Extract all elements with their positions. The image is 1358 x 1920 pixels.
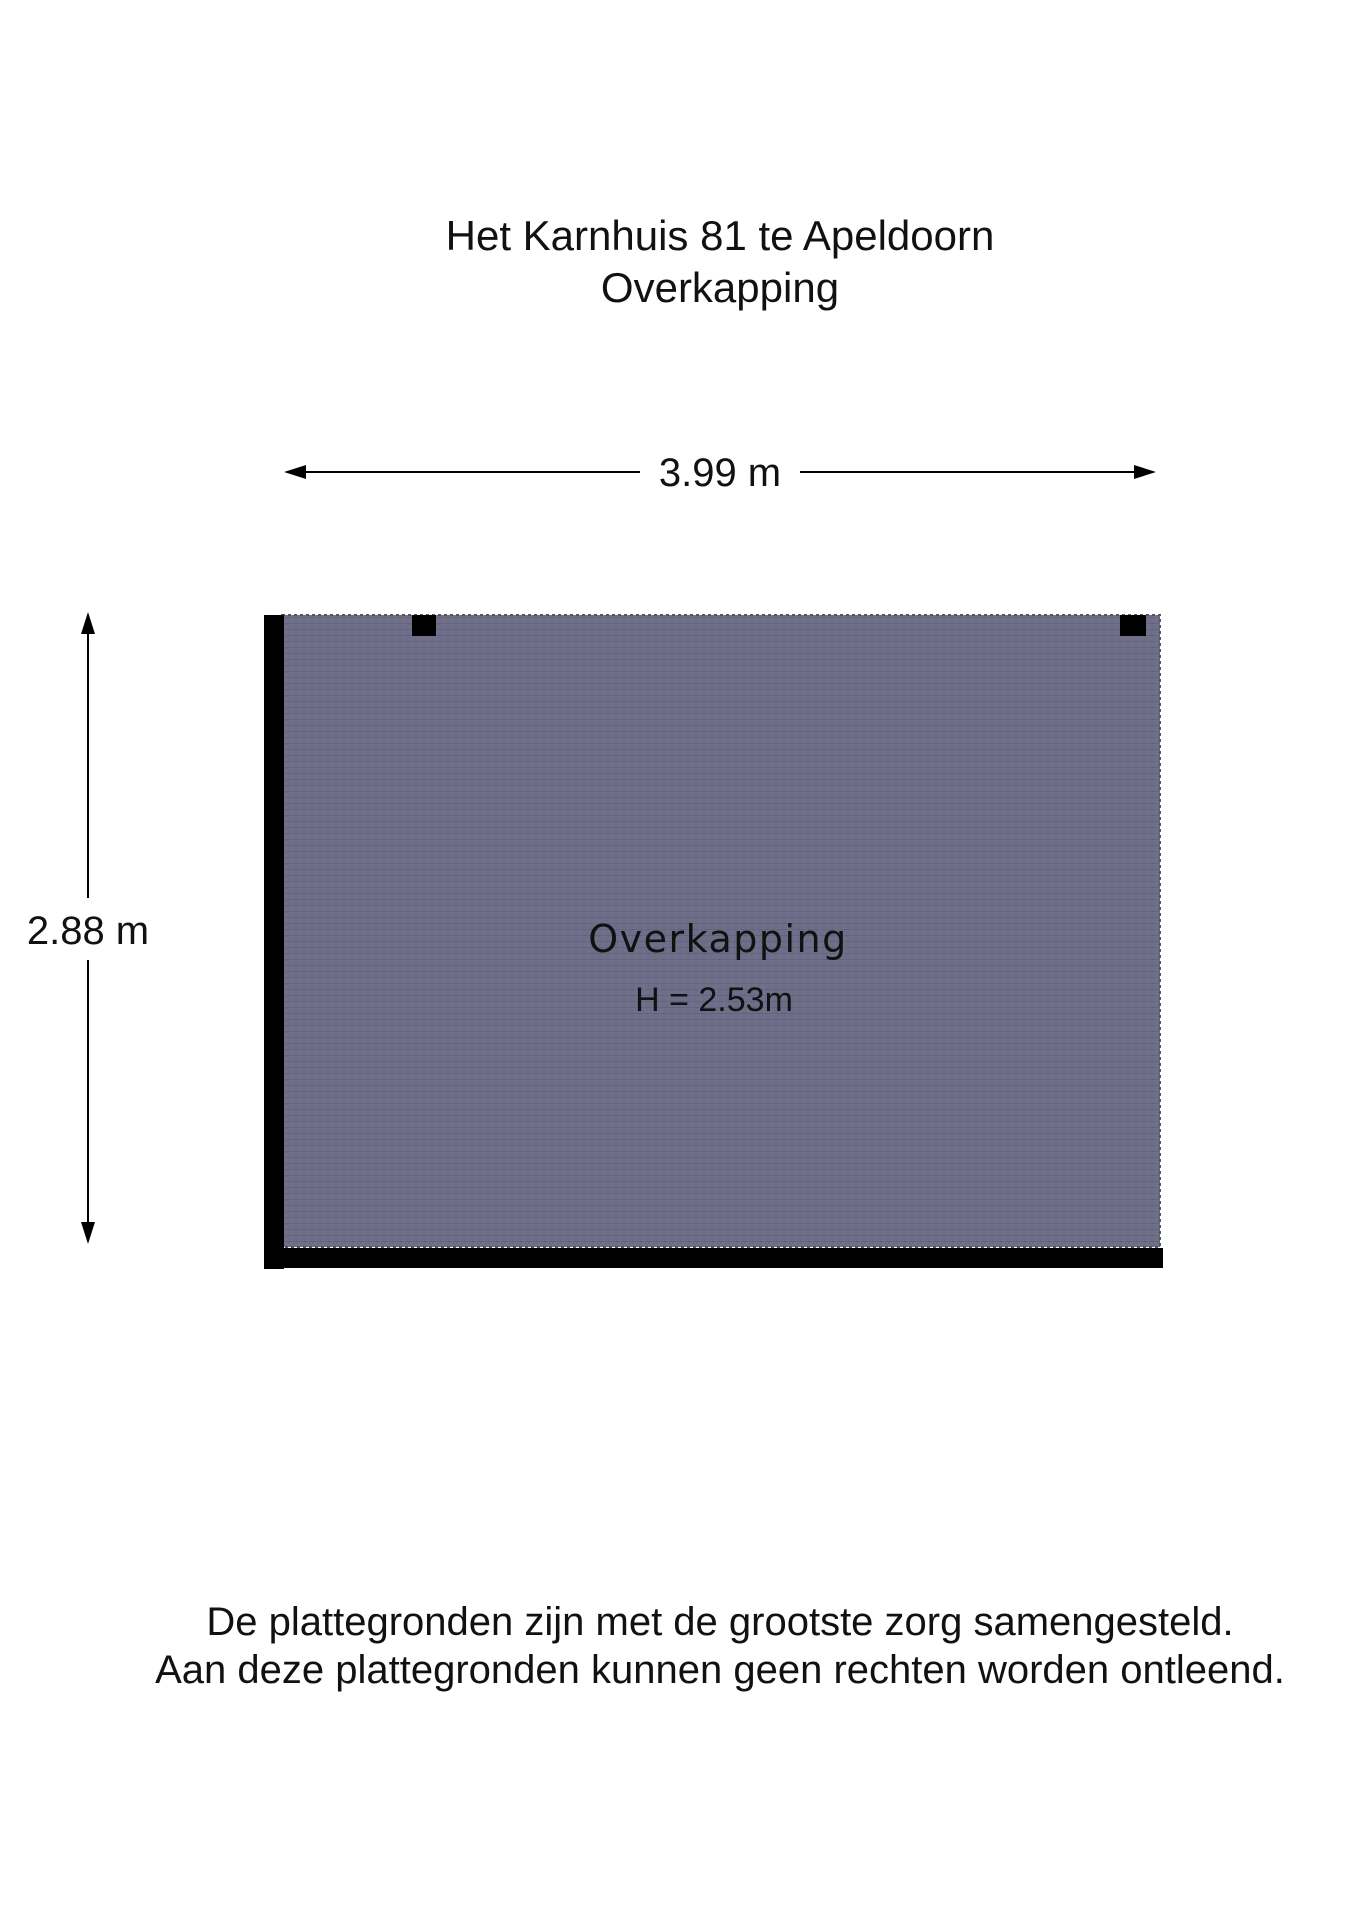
arrowhead-left-icon xyxy=(284,465,306,479)
support-post-right xyxy=(1120,615,1146,636)
arrowhead-right-icon xyxy=(1134,465,1156,479)
width-dimension xyxy=(284,451,1156,495)
room-height: H = 2.53m xyxy=(635,981,793,1019)
width-dimension-label: 3.99 m xyxy=(658,451,782,495)
property-title: Het Karnhuis 81 te Apeldoorn xyxy=(445,212,995,259)
arrowhead-up-icon xyxy=(81,612,95,634)
room-overkapping xyxy=(264,615,1163,1269)
disclaimer-line-1: De plattegronden zijn met de grootste zorg samengesteld. xyxy=(206,1600,1234,1644)
room-name: Overkapping xyxy=(588,917,848,961)
floor-subtitle: Overkapping xyxy=(600,264,840,311)
wall-left xyxy=(264,615,284,1269)
disclaimer xyxy=(0,1598,1358,1694)
depth-dimension xyxy=(27,612,149,1244)
disclaimer-line-2: Aan deze plattegronden kunnen geen rechten worden ontleend. xyxy=(155,1648,1285,1692)
depth-dimension-label: 2.88 m xyxy=(26,909,150,953)
wall-bottom xyxy=(264,1248,1163,1268)
support-post-left xyxy=(412,615,436,636)
arrowhead-down-icon xyxy=(81,1222,95,1244)
